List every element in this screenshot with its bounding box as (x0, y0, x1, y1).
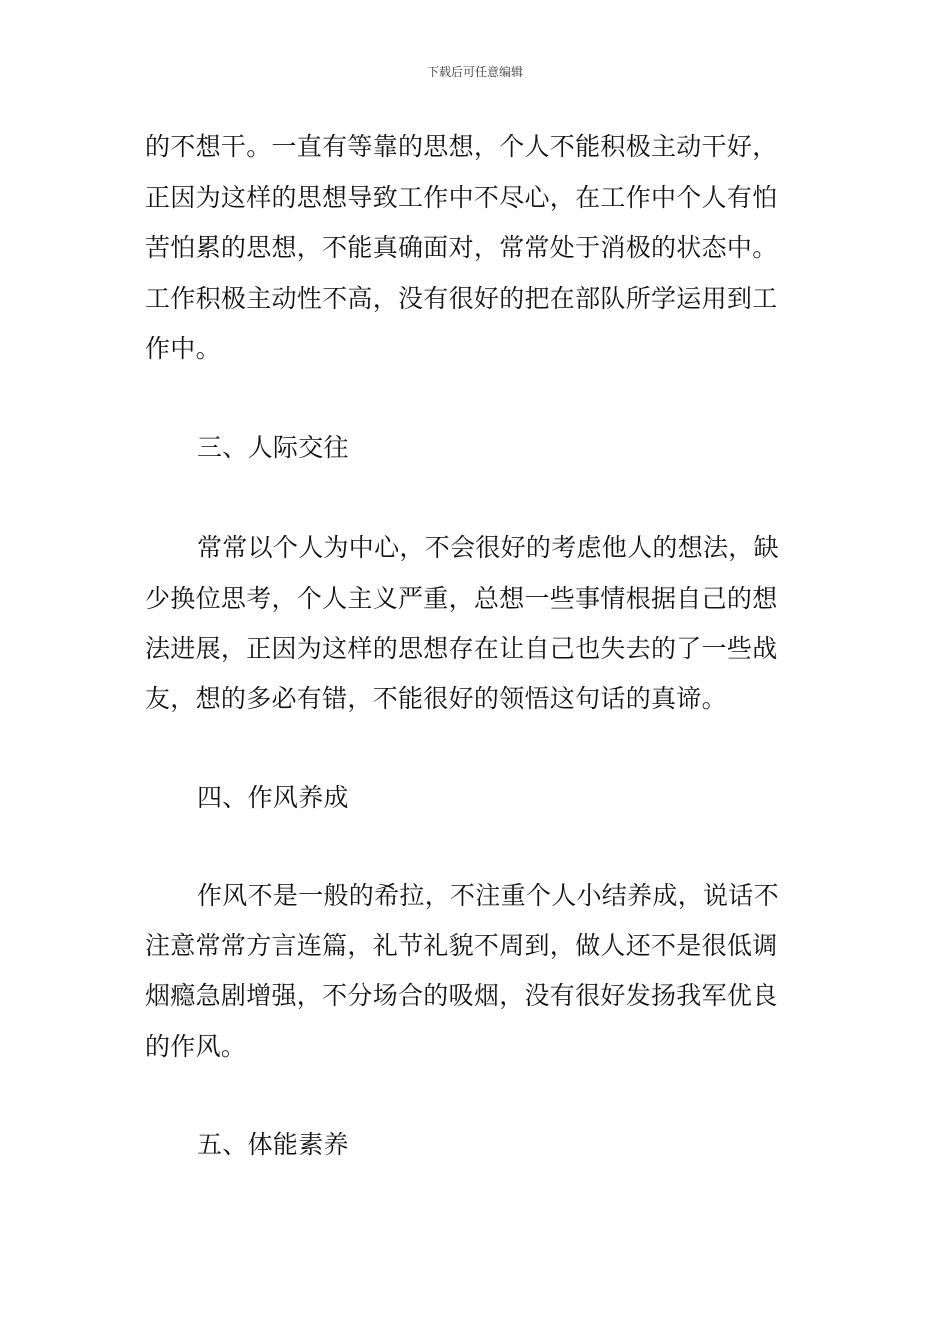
body-line: 工作积极主动性不高，没有很好的把在部队所学运用到工 (145, 284, 778, 313)
body-line: 法进展，正因为这样的思想存在让自己也失去的了一些战 (145, 634, 778, 663)
body-line: 作风不是一般的希拉，不注重个人小结养成，说话不 (197, 881, 779, 910)
section-heading: 三、人际交往 (197, 433, 349, 462)
body-line: 正因为这样的思想导致工作中不尽心，在工作中个人有怕 (145, 183, 778, 212)
body-line: 少换位思考，个人主义严重，总想一些事情根据自己的想 (145, 584, 778, 613)
body-line: 苦怕累的思想，不能真确面对，常常处于消极的状态中。 (145, 233, 778, 262)
body-line: 友，想的多必有错，不能很好的领悟这句话的真谛。 (145, 684, 727, 713)
section-heading: 四、作风养成 (197, 783, 349, 812)
page-header: 下载后可任意编辑 (426, 65, 523, 79)
body-line: 作中。 (145, 334, 221, 363)
body-line: 的作风。 (145, 1032, 247, 1061)
body-line: 注意常常方言连篇，礼节礼貌不周到，做人还不是很低调 (145, 931, 778, 960)
body-line: 常常以个人为中心，不会很好的考虑他人的想法，缺 (197, 533, 779, 562)
body-line: 烟瘾急剧增强，不分场合的吸烟，没有很好发扬我军优良 (145, 981, 778, 1010)
body-line: 的不想干。一直有等靠的思想，个人不能积极主动干好， (145, 132, 778, 161)
section-heading: 五、体能素养 (197, 1130, 349, 1159)
